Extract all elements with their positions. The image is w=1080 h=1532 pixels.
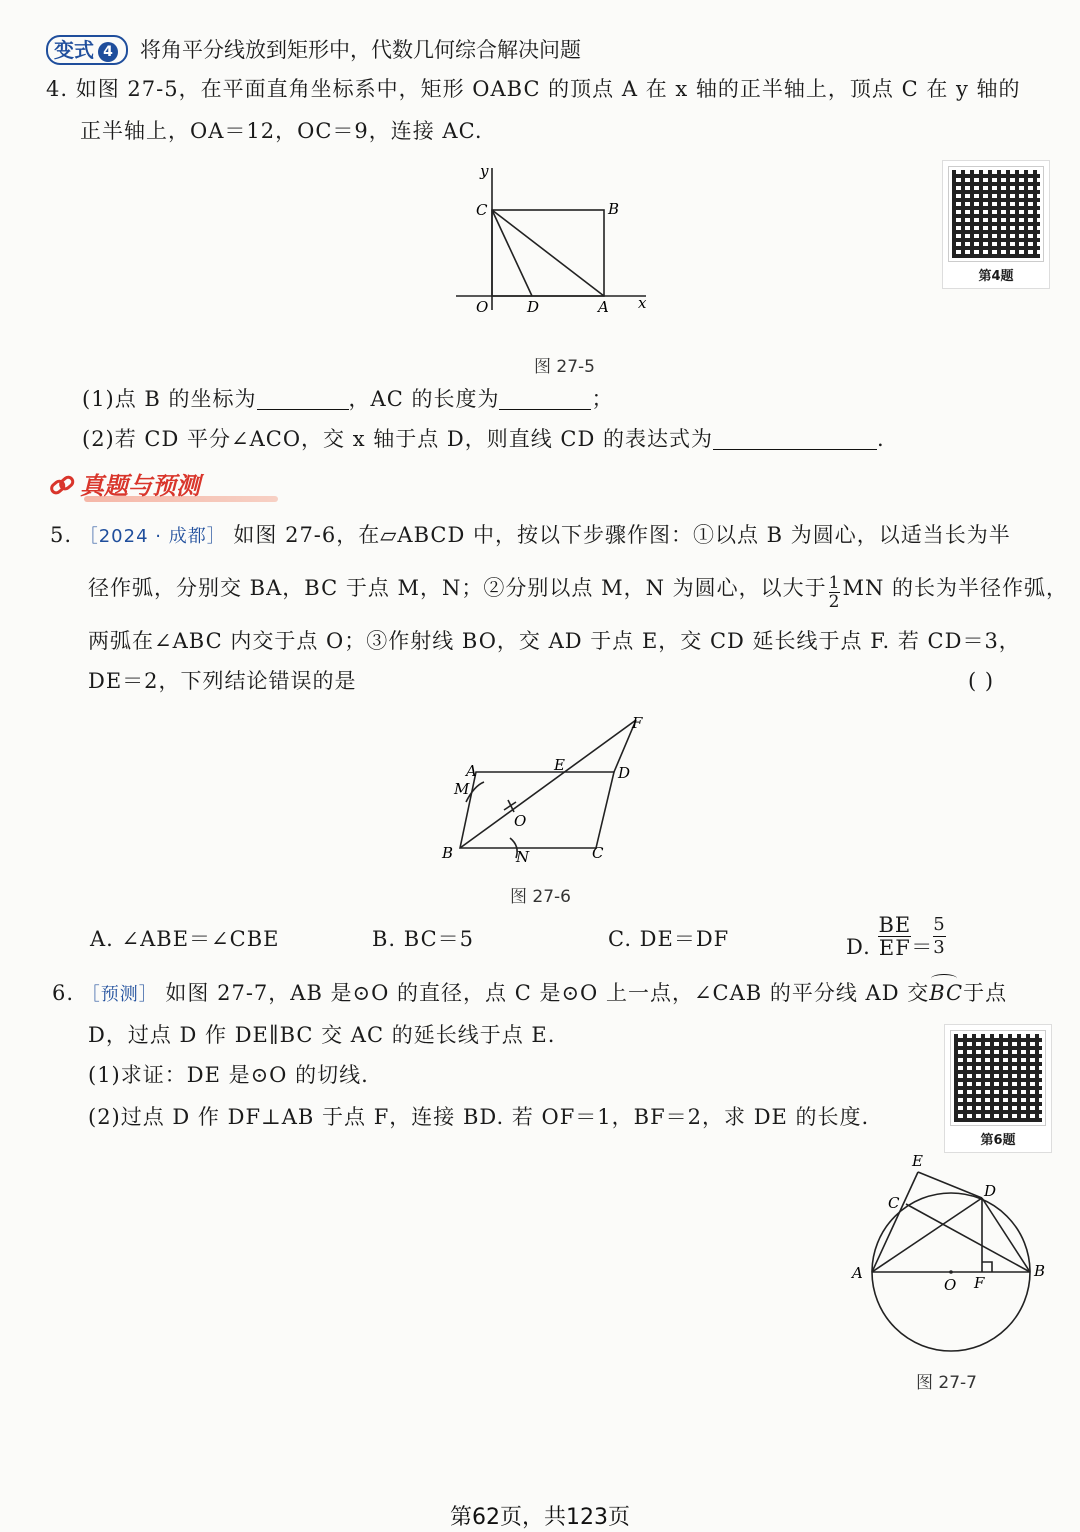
q4-part1 [82,386,613,412]
variant-title: 将角平分线放到矩形中，代数几何综合解决问题 [140,38,581,62]
label-e: E [554,756,565,774]
label-a: A [466,762,477,780]
parallelogram-abcd [460,772,614,848]
arc-label: BC [929,981,964,1005]
fig-27-6-caption: 图 27-6 [510,887,571,907]
q6-number: 6. [52,981,75,1005]
section-header [48,466,200,502]
q4-part1-text-b: ，AC 的长度为 [348,387,500,411]
badge-number: 4 [98,42,118,62]
fraction-be-ef [878,914,911,959]
segment-ac [492,210,604,296]
label-n: N [516,848,530,866]
segment-cb [906,1204,1030,1272]
label-y: y [480,162,489,180]
q6-qr-box[interactable] [944,1024,1052,1153]
q4-part2-text-b: . [877,427,885,451]
label-b: B [1034,1262,1046,1280]
frac-5: 5 [933,914,946,935]
fraction-5-3 [933,914,945,959]
label-e: E [912,1152,923,1170]
label-f: F [632,714,643,732]
q5-option-a[interactable]: A. ∠ABE＝∠CBE [90,927,280,951]
q5-source-tag: ［2024 · 成都］ [79,526,226,547]
figure-27-7 [848,1150,1048,1360]
q4-qr-box[interactable] [942,160,1050,289]
figure-27-6 [430,712,660,872]
q4-part1-text-c: ； [591,387,614,411]
fig-27-7-caption: 图 27-7 [916,1373,977,1393]
segment-cd [492,210,532,296]
fraction-half [829,574,841,611]
label-a: A [598,298,609,316]
q6-line1b: 于点 [963,981,1008,1005]
frac-3: 3 [933,937,946,958]
q4-qr-label: 第4题 [978,269,1014,284]
q5-line3: 两弧在∠ABC 内交于点 O；③作射线 BO，交 AD 于点 E，交 CD 延长线于点 F. 若 CD＝3， [88,629,1021,653]
ray-bf [460,720,636,848]
page-footer: 第62页，共123页 [450,1505,630,1530]
arc-mark-icon [931,974,957,983]
q5-number: 5. [50,523,73,547]
badge-label: 变式 [54,38,94,62]
link-icon [48,472,76,500]
option-d-equals: ＝ [911,935,934,959]
segment-db [982,1198,1030,1272]
label-a: A [852,1264,863,1282]
q4-part2 [82,426,885,452]
figure-27-5 [450,160,660,320]
label-c: C [888,1194,900,1212]
q5-option-b[interactable]: B. BC＝5 [372,927,475,951]
label-c: C [476,201,488,219]
segment-ed [918,1172,982,1198]
q6-line3: (1)求证：DE 是⊙O 的切线. [88,1063,369,1087]
q4-part2-text-a: (2)若 CD 平分∠ACO，交 x 轴于点 D，则直线 CD 的表达式为 [82,427,714,451]
arc-bc [929,980,963,1006]
frac-be: BE [878,913,912,937]
answer-blank-b-coord[interactable] [257,389,349,410]
q5-line4: DE＝2，下列结论错误的是 [88,669,357,693]
frac-num: 1 [828,573,841,593]
option-d-prefix: D. [846,935,871,959]
answer-blank-cd-expression[interactable] [713,429,877,450]
q6-line1 [52,980,1007,1008]
section-title: 真题与预测 [80,472,200,500]
label-d: D [618,764,631,782]
q6-line4: (2)过点 D 作 DF⊥AB 于点 F，连接 BD. 若 OF＝1，BF＝2，求 DE 的长度. [88,1105,870,1129]
q5-line2a: 径作弧，分别交 BA，BC 于点 M，N；②分别以点 M，N 为圆心，以大于 [88,576,827,600]
answer-blank-ac-length[interactable] [499,389,591,410]
q5-line1 [50,522,1011,550]
label-d: D [984,1182,997,1200]
label-o: O [944,1276,957,1294]
fig-27-5-caption: 图 27-5 [534,357,595,377]
q4-line1: 4. 如图 27-5，在平面直角坐标系中，矩形 OABC 的顶点 A 在 x 轴的正半轴上，顶点 C 在 y 轴的 [46,77,1021,101]
label-b: B [608,200,620,218]
q6-line2: D，过点 D 作 DE∥BC 交 AC 的延长线于点 E. [88,1023,556,1047]
label-o: O [476,298,489,316]
q5-option-d[interactable] [846,914,946,960]
q5-line2 [88,574,1068,611]
q5-answer-paren[interactable]: ( ) [968,669,995,693]
qr-code-icon[interactable] [949,167,1043,261]
q6-line1a: 如图 27-7，AB 是⊙O 的直径，点 C 是⊙O 上一点，∠CAB 的平分线 AD 交 [165,981,930,1005]
q6-source-tag: ［预测］ [81,984,158,1005]
frac-ef: EF [878,936,911,960]
q5-line2b: MN 的长为半径作弧， [842,576,1069,600]
right-angle-mark [982,1262,992,1272]
q5-line1-text: 如图 27-6，在▱ABCD 中，按以下步骤作图：①以点 B 为圆心，以适当长为半 [233,523,1011,547]
center-dot [949,1270,953,1274]
variant-badge [46,35,128,65]
q4-part1-text-a: (1)点 B 的坐标为 [82,387,257,411]
label-m: M [454,780,470,798]
label-o: O [514,812,527,830]
label-c: C [592,844,604,862]
label-d: D [527,298,540,316]
label-x: x [638,294,647,312]
frac-den: 2 [828,592,841,612]
label-f: F [974,1274,985,1292]
variant-header [46,34,581,64]
label-b: B [442,844,454,862]
q4-line2: 正半轴上，OA＝12，OC＝9，连接 AC. [80,119,483,143]
q5-option-c[interactable]: C. DE＝DF [608,927,730,951]
q6-qr-label: 第6题 [980,1133,1016,1148]
qr-code-icon[interactable] [951,1031,1045,1125]
